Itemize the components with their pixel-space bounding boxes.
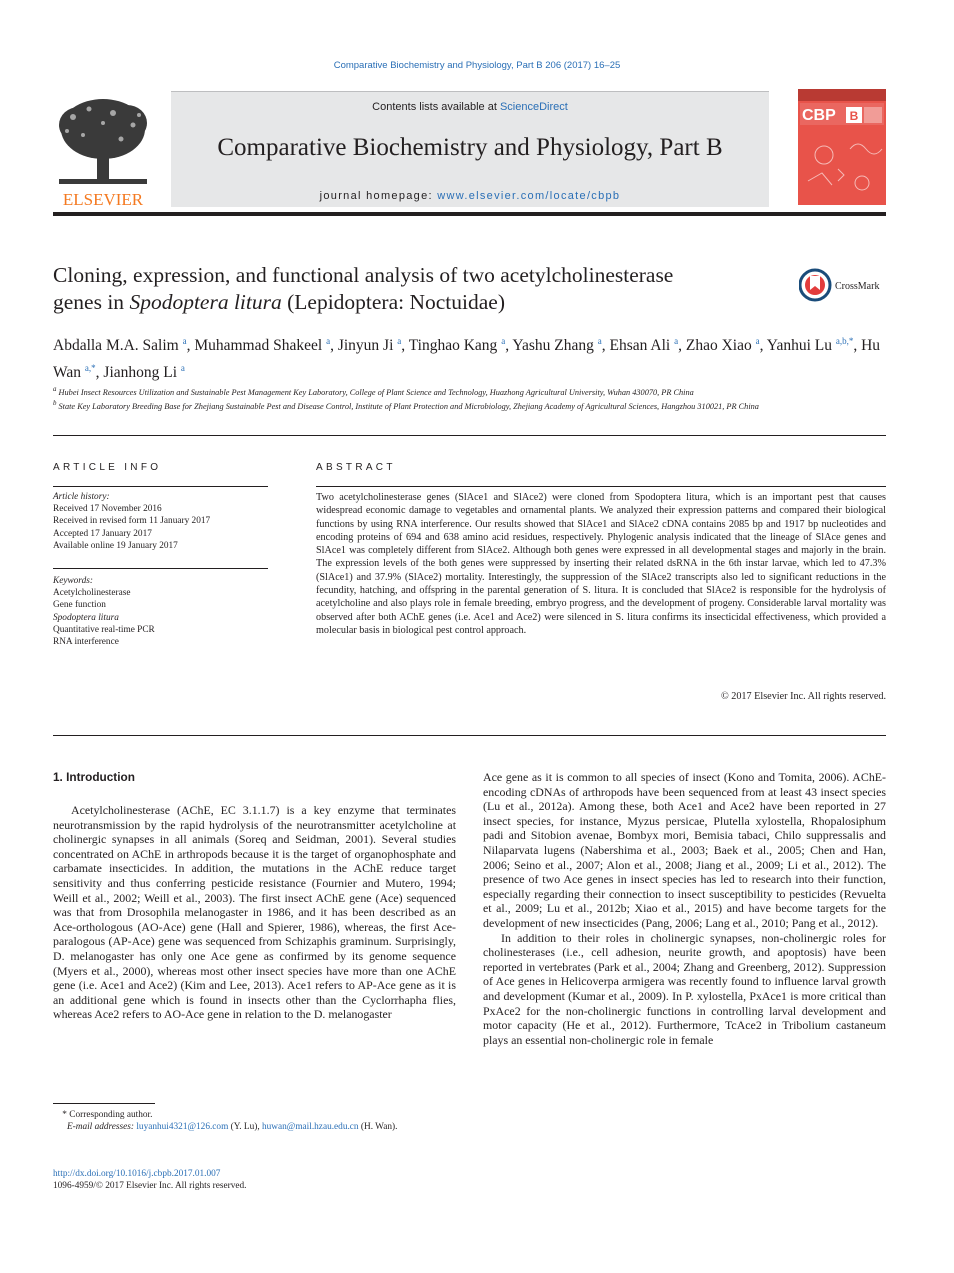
affiliation-text: State Key Laboratory Breeding Base for Zhejiang Sustainable Pest and Disease Control, Institute of Plant Protection and Microbiology, Zhejiang Academy of Agricultural Sciences, Hangzhou 310021, PR China <box>56 402 759 412</box>
keywords-label: Keywords: <box>53 576 93 586</box>
history-list <box>53 503 273 552</box>
author-name[interactable]: Jianhong Li <box>103 364 178 382</box>
author-name[interactable]: Zhao Xiao <box>685 337 752 355</box>
keyword-item: RNA interference <box>53 637 119 648</box>
title-prefix: genes in <box>53 290 130 314</box>
article-title <box>53 262 773 316</box>
author-affiliation-mark[interactable]: a <box>501 336 506 346</box>
abstract-rule <box>316 486 886 487</box>
email-name-wan: (H. Wan). <box>358 1122 398 1133</box>
abstract-text: Two acetylcholinesterase genes (SlAce1 and SlAce2) were cloned from Spodoptera litura, which is an important pest that causes widespread economic damage to vegetables and ornamental plants. We analyzed their expression patterns and compared their biological functions by using RNA interference. Our results showed that SlAce1 and SlAce2 cDNA contains 2085 bp and 1917 bp nucleotides and encoding proteins of 694 and 638 amino acid residues, respectively. Phylogenic analysis indicated that the lineage of SlAce genes and SlAce1 was completely different from SlAce2. Although both genes were expressed in all developmental stages and majorly in the brain. The expression levels of the both genes were suppressed by inserting their related dsRNA in the 6th instar larvae, which led to 47.3% (SlAce1) and 37.9% (SlAce2) mortality. Interestingly, the suppression of the SlAce2 transcripts also led to significant reductions in the fecundity, hatching, and offspring in the parental generation of S. litura. It is concluded that SlAce2 is responsible for the hydrolysis of acetylcholine and also plays role in female breeding, embryo progress, and the development of progeny. Considerable larval mortality was observed after both AChE genes (i.e. Ace1 and Ace2) were silenced in S. litura confirms its insecticidal effectiveness, which provided a molecular basis in biological pest control approach. <box>316 492 886 636</box>
cover-part-label: B <box>849 109 859 123</box>
author-separator: , <box>401 337 409 355</box>
history-item: Accepted 17 January 2017 <box>53 528 152 539</box>
keyword-item: Spodoptera litura <box>53 612 119 623</box>
author-name[interactable]: Hu Wan <box>53 337 881 382</box>
issn-line: 1096-4959/© 2017 Elsevier Inc. All rights reserved. <box>53 1181 247 1192</box>
author-separator: , <box>759 337 767 355</box>
body-column-left <box>53 803 456 1022</box>
crossmark-label: CrossMark <box>835 281 880 292</box>
abstract-copyright: © 2017 Elsevier Inc. All rights reserved. <box>720 691 886 702</box>
author-affiliation-mark[interactable]: a <box>397 336 402 346</box>
keywords-list <box>53 587 273 648</box>
title-line-2 <box>53 289 773 316</box>
info-rule-2 <box>53 568 268 569</box>
article-info-heading: ARTICLE INFO <box>53 462 162 473</box>
author-separator: , <box>330 337 338 355</box>
keyword-item: Acetylcholinesterase <box>53 588 131 599</box>
contents-prefix: Contents lists available at <box>372 101 500 113</box>
author-separator: , <box>678 337 686 355</box>
rule-bottom <box>53 735 886 736</box>
journal-cover-thumbnail <box>798 89 886 205</box>
author-name[interactable]: Ehsan Ali <box>609 337 671 355</box>
history-item: Available online 19 January 2017 <box>53 540 178 551</box>
rule-top <box>53 435 886 436</box>
sciencedirect-link[interactable]: ScienceDirect <box>499 101 568 113</box>
affiliation-item <box>53 398 893 412</box>
author-name[interactable]: Tinghao Kang <box>408 337 498 355</box>
corresponding-label: Corresponding author. <box>69 1110 153 1120</box>
homepage-link[interactable]: www.elsevier.com/locate/cbpb <box>437 190 621 202</box>
masthead-rule <box>53 212 886 216</box>
corresponding-note: * Corresponding author. <box>53 1110 153 1120</box>
homepage-line <box>171 190 769 202</box>
journal-title: Comparative Biochemistry and Physiology, Part B <box>217 134 723 161</box>
author-separator: , <box>601 337 610 355</box>
title-species: Spodoptera litura <box>129 290 282 314</box>
introduction-heading: 1. Introduction <box>53 770 135 784</box>
history-item: Received in revised form 11 January 2017 <box>53 516 211 527</box>
author-name[interactable]: Abdalla M.A. Salim <box>53 337 179 355</box>
journal-header-band <box>171 91 769 207</box>
keyword-item: Quantitative real-time PCR <box>53 624 155 635</box>
author-separator: , <box>505 337 513 355</box>
footnote <box>53 1109 463 1134</box>
info-rule-1 <box>53 486 268 487</box>
email-label: E-mail addresses: <box>66 1122 135 1133</box>
email-link-wan[interactable]: huwan@mail.hzau.edu.cn <box>261 1122 359 1133</box>
doi-link[interactable]: http://dx.doi.org/10.1016/j.cbpb.2017.01.007 <box>53 1169 221 1179</box>
publisher-name: ELSEVIER <box>62 190 144 209</box>
history-label: Article history: <box>53 492 110 502</box>
contents-line <box>171 101 769 113</box>
author-affiliation-mark[interactable]: a <box>597 336 602 346</box>
author-list <box>53 330 893 384</box>
author-name[interactable]: Muhammad Shakeel <box>194 337 323 355</box>
author-name[interactable]: Yashu Zhang <box>512 337 594 355</box>
author-affiliation-mark[interactable]: a <box>182 336 187 346</box>
doi-block <box>53 1168 246 1193</box>
journal-reference-link[interactable]: Comparative Biochemistry and Physiology, Part B 206 (2017) 16–25 <box>333 60 621 71</box>
author-affiliation-mark[interactable]: a <box>326 336 331 346</box>
author-separator: , <box>95 364 104 382</box>
homepage-prefix: journal homepage: <box>319 190 438 202</box>
author-affiliation-mark[interactable]: a,* <box>84 363 96 374</box>
affiliation-mark: b <box>53 400 57 408</box>
title-line-1: Cloning, expression, and functional analysis of two acetylcholinesterase <box>53 263 674 287</box>
author-name[interactable]: Yanhui Lu <box>766 337 832 355</box>
affiliations <box>53 384 893 413</box>
author-name[interactable]: Jinyun Ji <box>337 337 394 355</box>
crossmark-icon <box>800 270 830 300</box>
intro-paragraph-3: In addition to their roles in cholinergic synapses, non-cholinergic roles for cholinesterases (i.e., cell adhesion, neurite growth, and apoptosis) have been reported in vertebrates (Park et al., 2004; Zhang and Greenberg, 2012). Suppression of Ace genes in Helicoverpa armigera was recently found to influence larval growth and development (Kumar et al., 2009). In P. xylostella, PxAce1 is more critical than PxAce2 for the non-cholinergic functions in controlling larval development and motor capacity (He et al., 2012). Furthermore, TcAce2 in Tribolium castaneum plays an essential non-cholinergic role in female <box>483 930 886 1047</box>
body-column-right <box>483 770 886 1047</box>
elsevier-tree-logo <box>53 95 153 209</box>
keywords-block <box>53 575 273 648</box>
crossmark-badge[interactable] <box>799 268 889 302</box>
history-item: Received 17 November 2016 <box>53 504 162 515</box>
affiliation-item <box>53 384 893 398</box>
title-suffix: (Lepidoptera: Noctuidae) <box>281 290 505 314</box>
keyword-item: Gene function <box>53 600 106 611</box>
author-separator: , <box>853 337 862 355</box>
author-affiliation-mark[interactable]: a <box>180 363 185 374</box>
author-affiliation-mark[interactable]: a <box>755 336 760 346</box>
intro-paragraph-2: Ace gene as it is common to all species of insect (Kono and Tomita, 2006). AChE-encoding cDNAs of arthropods have been sequenced from at least 43 insect species (Lu et al., 2012a). Among these, both Ace1 and Ace2 have been reported in 27 insect species, for instance, Myzus persicae, Plutella xylostella, Rhopalosiphum padi and Sitobion avenae, Bombyx mori, Bemisia tabaci, Chilo suppressalis and Nilaparvata lugens (Nabershima et al., 2003; Baek et al., 2005; Chen and Han, 2006; Seino et al., 2007; Alon et al., 2008; Jiang et al., 2009; Li et al., 2012). The presence of two Ace genes in insect species has led to research into their function, especially regarding their connection to insect susceptibility to pesticides (Revuelta et al., 2009; Lu et al., 2012b; Xiao et al., 2015) and have become targets for the development of new insecticides (Pang, 2006; Lang et al., 2010; Pang et al., 2012). <box>483 770 886 930</box>
email-name-lu: (Y. Lu), <box>228 1122 262 1133</box>
email-line <box>53 1121 463 1133</box>
journal-masthead <box>53 89 886 213</box>
article-history <box>53 491 273 552</box>
author-affiliation-mark[interactable]: a,b,* <box>835 336 854 346</box>
cover-label: CBP <box>802 107 836 124</box>
author-affiliation-mark[interactable]: a <box>674 336 679 346</box>
abstract-heading: ABSTRACT <box>316 462 396 473</box>
intro-paragraph-1: Acetylcholinesterase (AChE, EC 3.1.1.7) is a key enzyme that terminates neurotransmission by the rapid hydrolysis of the neurotransmitter acetylcholine at cholinergic synapses in all animals (Soreq and Seidman, 2001). Several studies concentrated on AChE in arthropods because it is the target of organophosphate and carbamate insecticides. In addition, the mutations in the AChE reduce target sensitivity and thus conferring pesticide resistance (Fournier and Mutero, 1994; Weill et al., 2002; Weill et al., 2003). The first insect AChE gene (Ace) sequenced was that from Drosophila melanogaster in 1986, and it has been described as an Ace-orthologous (AO-Ace) gene (Hall and Spierer, 1986), whereas, the first Ace-paralogous (AP-Ace) gene was sequenced from Schizaphis graminum. Surprisingly, D. melanogaster has only one Ace gene as confirmed by its genome sequence (Myers et al., 2000), whereas most other insect species have more than one AChE gene (i.e. Ace1 and Ace2) (Kim and Lee, 2013). Ace1 refers to AP-Ace gene as it is an additional gene which is found in insects other than the Cyclorrhapha flies, whereas Ace2 refers to AO-Ace gene in relation to the D. melanogaster <box>53 803 456 1022</box>
author-separator: , <box>186 337 195 355</box>
affiliation-mark: a <box>53 386 57 393</box>
affiliation-text: Hubei Insect Resources Utilization and Sustainable Pest Management Key Laboratory, College of Plant Science and Technology, Huazhong Agricultural University, Wuhan 430070, PR China <box>56 387 694 397</box>
email-link-lu[interactable]: luyanhui4321@126.com <box>136 1122 229 1133</box>
footnote-rule <box>53 1103 155 1104</box>
